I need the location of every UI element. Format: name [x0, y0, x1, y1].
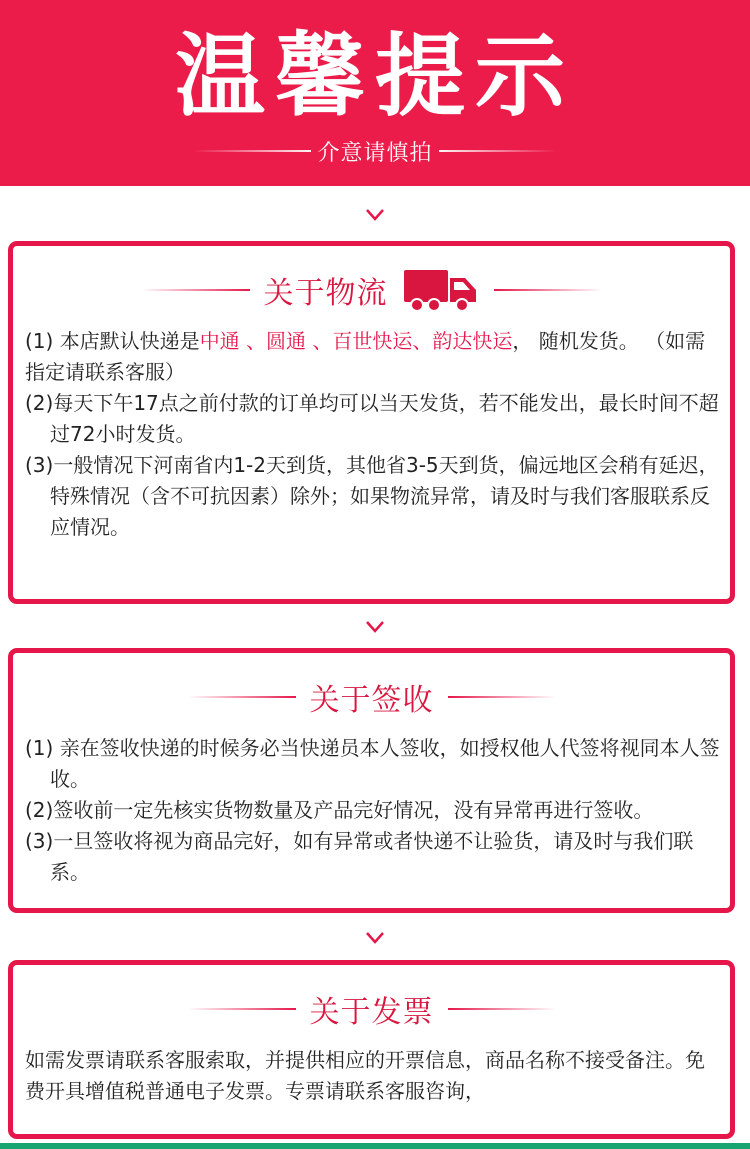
courier-list: 中通 、圆通 、百世快运、韵达快运: [199, 329, 513, 353]
signing-item-3: (3)一旦签收将视为商品完好，如有异常或者快递不让验货，请及时与我们联系。: [25, 829, 694, 884]
section-title: 关于物流: [263, 276, 388, 311]
signing-item-2: (2)签收前一定先核实货物数量及产品完好情况，没有异常再进行签收。: [25, 798, 654, 822]
banner-subtitle: 介意请慎拍: [317, 140, 433, 166]
chevron-down-icon: [360, 207, 390, 223]
divider-line: [188, 1008, 296, 1010]
section-title: 关于签收: [309, 683, 434, 718]
invoice-section: [8, 960, 735, 1139]
section-header: [13, 260, 730, 320]
footer-strip: [0, 1143, 750, 1149]
divider-line: [448, 1008, 556, 1010]
divider-line: [142, 289, 250, 291]
divider-line: [448, 696, 556, 698]
section-header: [13, 667, 730, 727]
banner-subtitle-row: [0, 134, 750, 168]
chevron-down-icon: [360, 930, 390, 946]
divider-line: [494, 289, 602, 291]
logistics-section: [8, 241, 735, 604]
signing-section: [8, 648, 735, 913]
logistics-item-1: (1) 本店默认快递是中通 、圆通 、百世快运、韵达快运， 随机发货。 （如需指定请联系客服）: [25, 329, 706, 384]
divider-line: [193, 150, 311, 152]
chevron-down-icon: [360, 619, 390, 635]
section-title: 关于发票: [309, 995, 434, 1030]
divider-line: [439, 150, 557, 152]
section-body: [25, 326, 724, 543]
section-header: [13, 979, 730, 1039]
invoice-text: 如需发票请联系客服索取，并提供相应的开票信息，商品名称不接受备注。免费开具增值税普通电子发票。专票请联系客服咨询，: [25, 1048, 705, 1103]
logistics-item-2: (2)每天下午17点之前付款的订单均可以当天发货，若不能发出，最长时间不超过72小时发货。: [25, 391, 719, 446]
section-body: [25, 733, 724, 888]
header-banner: [0, 0, 750, 186]
section-body: [25, 1045, 724, 1107]
banner-title: 温馨提示: [175, 24, 575, 129]
signing-item-1: (1) 亲在签收快递的时候务必当快递员本人签收，如授权他人代签将视同本人签收。: [25, 736, 720, 791]
divider-line: [188, 696, 296, 698]
logistics-item-3: (3)一般情况下河南省内1-2天到货，其他省3-5天到货，偏远地区会稍有延迟，特殊情况（含不可抗因素）除外；如果物流异常，请及时与我们客服联系反应情况。: [25, 453, 719, 539]
truck-icon: [402, 266, 480, 314]
